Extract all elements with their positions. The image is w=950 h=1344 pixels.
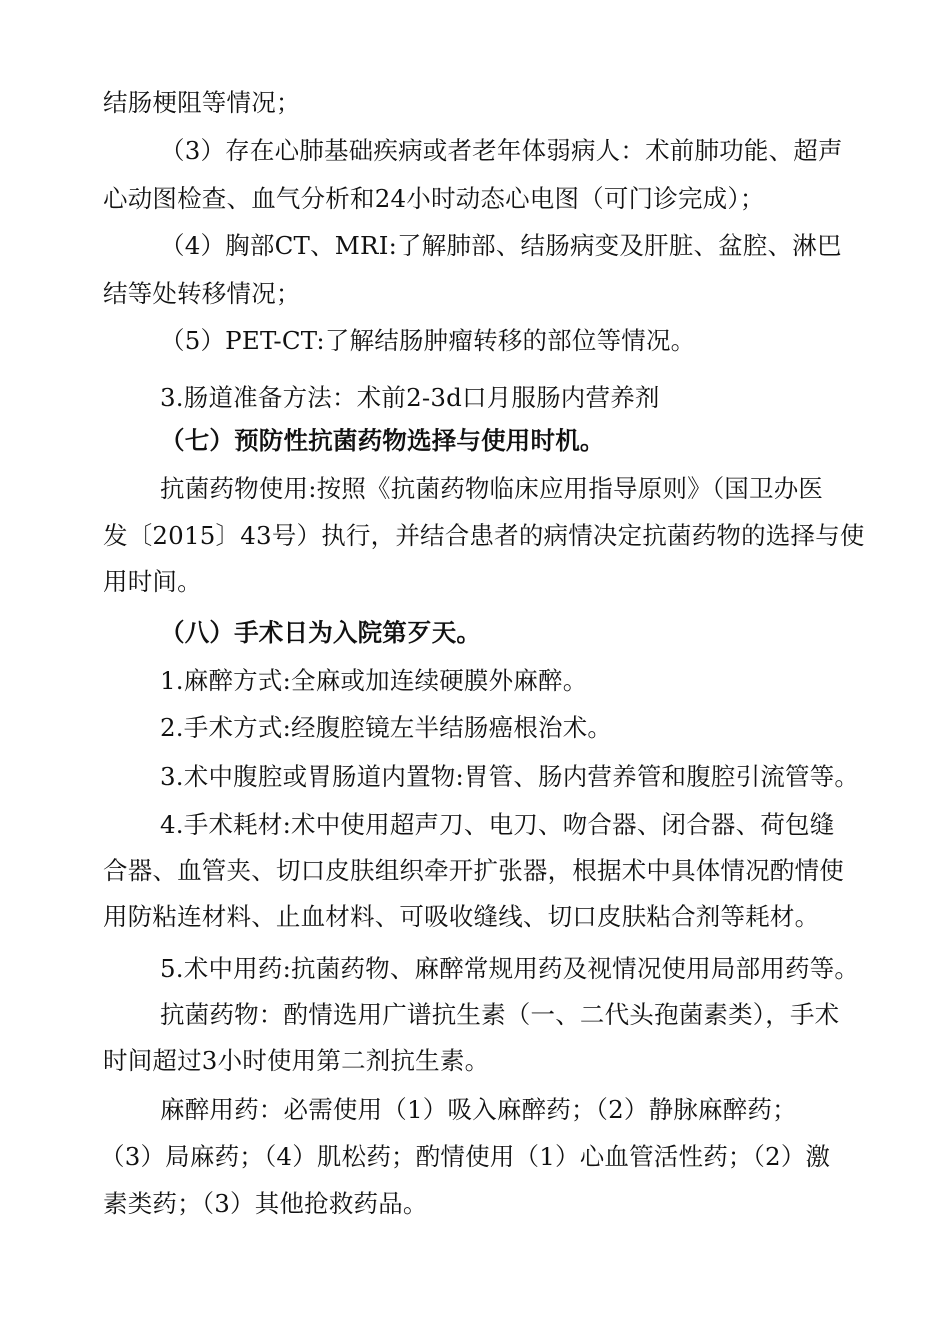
text-line: 3.术中腹腔或胃肠道内置物:胃管、肠内营养管和腹腔引流管等。 <box>160 762 860 791</box>
text-line: 2.手术方式:经腹腔镜左半结肠癌根治术。 <box>160 713 613 742</box>
text-line: 麻醉用药：必需使用（1）吸入麻醉药；（2）静脉麻醉药； <box>160 1095 797 1124</box>
section-heading: （七）预防性抗菌药物选择与使用时机。 <box>160 426 605 455</box>
text-line: 4.手术耗材:术中使用超声刀、电刀、吻合器、闭合器、荷包缝 <box>160 810 835 839</box>
text-line: 用防粘连材料、止血材料、可吸收缝线、切口皮肤粘合剂等耗材。 <box>103 902 820 931</box>
section-heading: （八）手术日为入院第歹天。 <box>160 618 482 647</box>
text-line: （5）PET-CT:了解结肠肿瘤转移的部位等情况。 <box>160 326 696 355</box>
text-line: （3）存在心肺基础疾病或者老年体弱病人：术前肺功能、超声 <box>160 136 843 165</box>
text-line: 抗菌药物：酌情选用广谱抗生素（一、二代头孢菌素类），手术 <box>160 1000 840 1029</box>
text-line: 结等处转移情况； <box>103 279 301 308</box>
text-line: （4）胸部CT、MRI:了解肺部、结肠病变及肝脏、盆腔、淋巴 <box>160 231 842 260</box>
text-line: 抗菌药物使用:按照《抗菌药物临床应用指导原则》（国卫办医 <box>160 474 824 503</box>
text-line: 用时间。 <box>103 567 202 596</box>
text-line: 时间超过3小时使用第二剂抗生素。 <box>103 1046 490 1075</box>
text-line: 素类药；（3）其他抢救药品。 <box>103 1189 428 1218</box>
text-line: 1.麻醉方式:全麻或加连续硬膜外麻醉。 <box>160 666 588 695</box>
text-line: 合器、血管夹、切口皮肤组织牵开扩张器，根据术中具体情况酌情使 <box>103 856 844 885</box>
text-line: 心动图检查、血气分析和24小时动态心电图（可门诊完成）； <box>103 184 765 213</box>
text-line: 5.术中用药:抗菌药物、麻醉常规用药及视情况使用局部用药等。 <box>160 954 860 983</box>
text-line: 结肠梗阻等情况； <box>103 88 301 117</box>
text-line: 3.肠道准备方法：术前2-3d口月服肠内营养剂 <box>160 383 660 412</box>
text-line: （3）局麻药；（4）肌松药；酌情使用（1）心血管活性药；（2）激 <box>100 1142 831 1171</box>
text-line: 发〔2015〕43号）执行，并结合患者的病情决定抗菌药物的选择与使 <box>103 521 865 550</box>
